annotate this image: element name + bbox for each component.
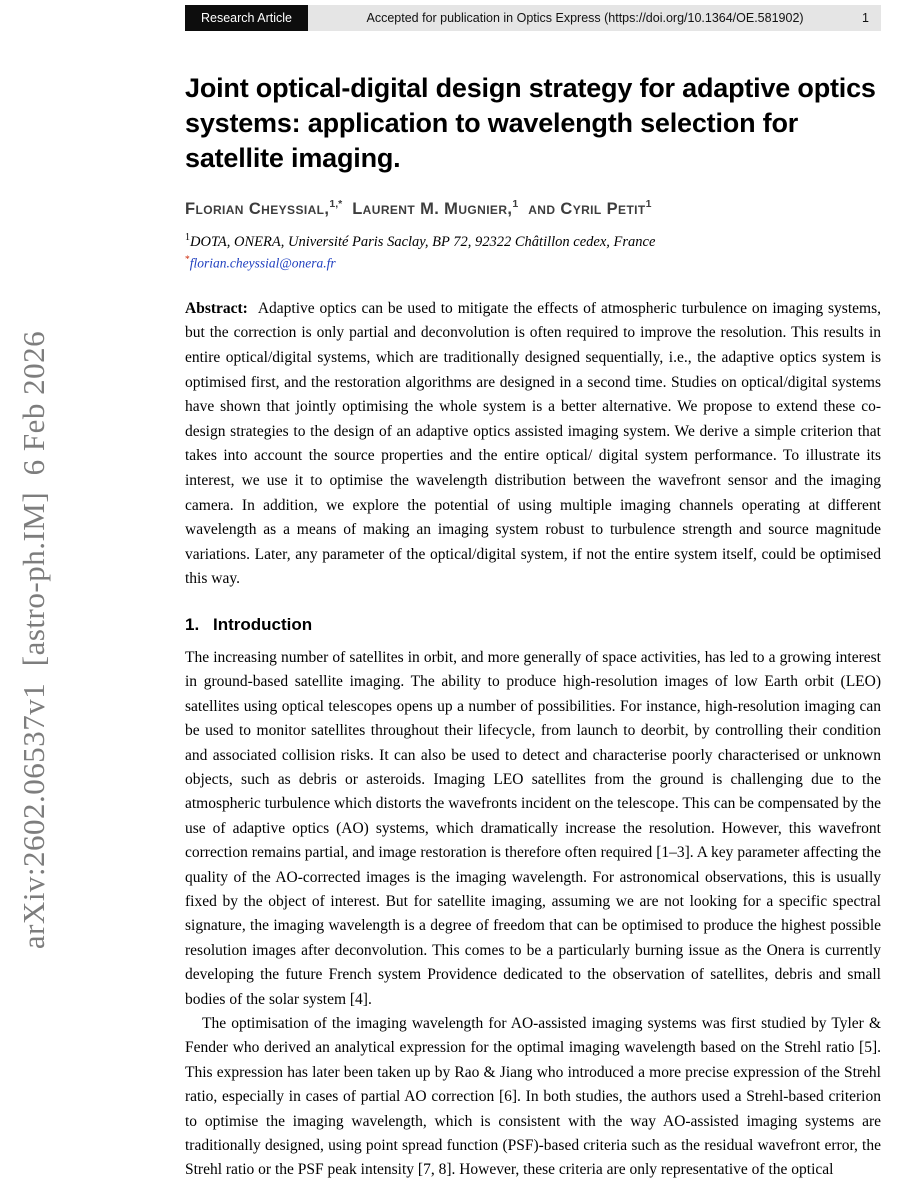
author-3: and Cyril Petit$^1$ <box>528 198 652 218</box>
affiliation-text: DOTA, ONERA, Université Paris Saclay, BP 72, 92322 Châtillon cedex, France <box>190 233 656 250</box>
abstract-label: Abstract: <box>185 299 248 317</box>
page-number: 1 <box>862 11 869 25</box>
affiliation-marker: 1 <box>185 231 190 243</box>
section-label: Introduction <box>213 614 313 634</box>
abstract-paragraph <box>185 297 881 592</box>
abstract-text: Adaptive optics can be used to mitigate the effects of atmospheric turbulence on imaging systems, but the correction is only partial and deconvolution is often required to improve the resolution. This results in entire optical/digital systems, which are traditionally designed sequentially, i.e., the adaptive optics system is optimised first, and the restoration algorithms are designed in a second time. Studies on optical/digital systems have shown that jointly optimising the whole system is a better alternative. We propose to extend these co-design strategies to the design of an adaptive optics assisted imaging system. We derive a simple criterion that takes into account the source properties and the entire optical/ digital system performance. To illustrate its interest, we use it to optimise the wavelength distribution between the wavefront sensor and the imaging camera. In addition, we explore the potential of using multiple imaging channels operating at different wavelength as a means of making an imaging system robust to turbulence strength and source magnitude variations. Later, any parameter of the optical/digital system, if not the entire system itself, could be optimised this way. <box>185 299 881 588</box>
author-2: Laurent M. Mugnier,$^1$ <box>352 198 519 218</box>
corresponding-email-line <box>185 255 881 272</box>
author-3-superscript: 1 <box>645 198 652 210</box>
journal-acceptance-line: Accepted for publication in Optics Express (https://doi.org/10.1364/OE.581902) <box>366 11 804 25</box>
author-2-superscript: 1 <box>512 198 519 210</box>
article-column <box>185 31 881 1183</box>
journal-header-bar <box>308 5 881 31</box>
email-link[interactable]: florian.cheyssial@onera.fr <box>189 255 336 271</box>
section-number: 1. <box>185 614 200 634</box>
research-article-badge: Research Article <box>185 5 308 31</box>
email-marker: * <box>185 255 190 266</box>
section-heading-introduction <box>185 615 881 635</box>
arxiv-watermark: arXiv:2602.06537v1 [astro-ph.IM] 6 Feb 2026 <box>16 330 51 950</box>
journal-header <box>185 5 881 31</box>
author-line <box>185 198 881 219</box>
intro-paragraph-2: The optimisation of the imaging wavelength for AO-assisted imaging systems was first studied by Tyler & Fender who derived an analytical expression for the optimal imaging wavelength based on the Strehl ratio [5]. This expression has later been taken up by Rao & Jiang who introduced a more precise expression of the Strehl ratio, especially in cases of partial AO correction [6]. In both studies, the authors used a Strehl-based criterion to optimise the imaging wavelength, which is consistent with the way AO-assisted imaging systems are traditionally designed, using point spread function (PSF)-based criteria such as the residual wavefront error, the Strehl ratio or the PSF peak intensity [7, 8]. However, these criteria are only representative of the optical <box>185 1015 881 1179</box>
paper-title: Joint optical-digital design strategy for adaptive optics systems: application to wavelength selection for satellite imaging. <box>185 73 876 173</box>
author-1-superscript: 1,* <box>329 198 343 210</box>
intro-paragraph-1: The increasing number of satellites in orbit, and more generally of space activities, has led to a growing interest in ground-based satellite imaging. The ability to produce high-resolution images of low Earth orbit (LEO) satellites using optical telescopes opens up a number of possibilities. For instance, high-resolution imaging can be used to monitor satellites throughout their lifecycle, from launch to deorbit, by controlling their condition and associated collision risks. It can also be used to detect and characterise poorly characterised or unknown objects, such as debris or asteroids. Imaging LEO satellites from the ground is challenging due to the atmospheric turbulence which distorts the wavefronts incident on the telescope. This can be compensated by the use of adaptive optics (AO) systems, which dramatically increase the resolution. However, this wavefront correction remains partial, and image restoration is therefore often required [1–3]. A key parameter affecting the quality of the AO-corrected images is the imaging wavelength. For astronomical observations, this is usually fixed by the object of interest. But for satellite imaging, assuming we are not looking for a specific spectral signature, the imaging wavelength is a degree of freedom that can be optimised to produce the highest possible resolution images after deconvolution. This comes to be a particularly burning issue as the Onera is currently developing the future French system Providence dedicated to the observation of satellites, debris and small bodies of the solar system [4]. <box>185 648 881 1008</box>
author-1: Florian Cheyssial,$^{1,*}$ <box>185 198 343 218</box>
affiliation-line <box>185 232 881 251</box>
